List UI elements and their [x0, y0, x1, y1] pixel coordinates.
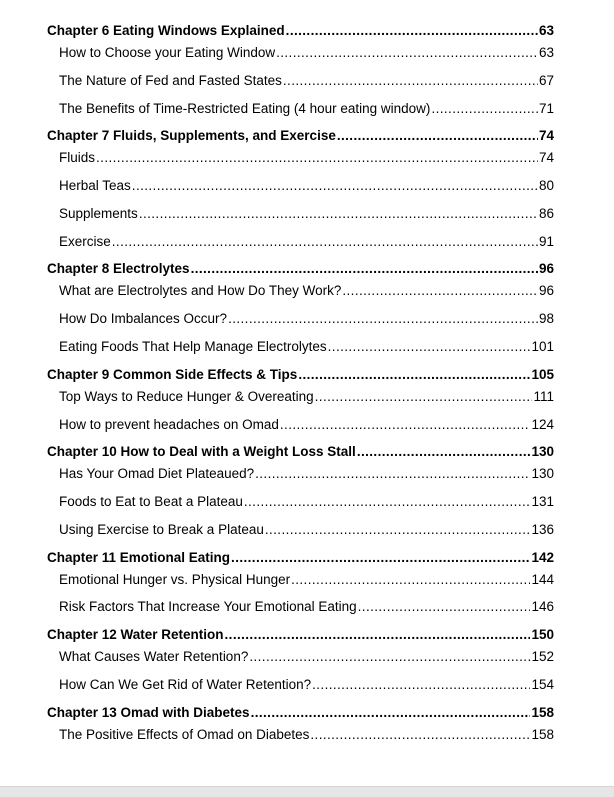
toc-entry-title: Eating Foods That Help Manage Electrolytes: [59, 339, 327, 354]
toc-entry-title: Using Exercise to Break a Plateau: [59, 522, 264, 537]
toc-entry-title: Foods to Eat to Beat a Plateau: [59, 494, 243, 509]
toc-dot-leader: [249, 648, 530, 666]
toc-page-number: 152: [531, 649, 554, 664]
toc-dot-leader: [310, 726, 530, 744]
toc-dot-leader: [228, 310, 538, 328]
toc-entry-title: Chapter 11 Emotional Eating: [47, 550, 231, 565]
toc-entry-title: Chapter 12 Water Retention: [47, 627, 224, 642]
toc-entry-title: Has Your Omad Diet Plateaued?: [59, 466, 255, 481]
toc-page-number: 131: [531, 494, 554, 509]
toc-page-number: 91: [538, 234, 554, 249]
toc-entry-title: The Benefits of Time-Restricted Eating (4 hour eating window): [59, 101, 431, 116]
toc-dot-leader: [265, 521, 531, 539]
toc-dot-leader: [112, 233, 538, 251]
toc-entry-title: Exercise: [59, 234, 111, 249]
toc-section-entry[interactable]: [59, 521, 554, 539]
toc-page-number: 154: [531, 677, 554, 692]
toc-page-number: 74: [538, 150, 554, 165]
toc-page-number: 63: [538, 45, 554, 60]
toc-entry-title: How Can We Get Rid of Water Retention?: [59, 677, 312, 692]
toc-chapter-entry[interactable]: [47, 260, 554, 278]
toc-dot-leader: [342, 282, 538, 300]
toc-dot-leader: [328, 338, 531, 356]
toc-page-number: 150: [531, 627, 554, 642]
window-bottom-edge: [0, 786, 614, 797]
toc-dot-leader: [337, 127, 538, 145]
toc-dot-leader: [280, 416, 531, 434]
toc-chapter-entry[interactable]: [47, 704, 554, 722]
toc-entry-title: Chapter 6 Eating Windows Explained: [47, 23, 285, 38]
toc-entry-title: What Causes Water Retention?: [59, 649, 249, 664]
toc-page-number: 98: [538, 311, 554, 326]
toc-section-entry[interactable]: [59, 571, 554, 589]
toc-dot-leader: [244, 493, 531, 511]
toc-entry-title: Chapter 8 Electrolytes: [47, 261, 190, 276]
toc-page-number: 142: [531, 550, 554, 565]
toc-page-number: 124: [531, 417, 554, 432]
toc-page-number: 130: [531, 466, 554, 481]
toc-chapter-entry[interactable]: [47, 22, 554, 40]
toc-entry-title: Fluids: [59, 150, 96, 165]
toc-chapter-entry[interactable]: [47, 549, 554, 567]
toc-dot-leader: [96, 149, 538, 167]
toc-dot-leader: [298, 366, 530, 384]
toc-entry-title: The Nature of Fed and Fasted States: [59, 73, 282, 88]
toc-entry-title: Risk Factors That Increase Your Emotional Eating: [59, 599, 357, 614]
toc-section-entry[interactable]: [59, 465, 554, 483]
toc-dot-leader: [315, 388, 533, 406]
toc-dot-leader: [283, 72, 538, 90]
toc-page-number: 67: [538, 73, 554, 88]
toc-entry-title: How Do Imbalances Occur?: [59, 311, 228, 326]
toc-page-number: 105: [531, 367, 554, 382]
toc-section-entry[interactable]: [59, 493, 554, 511]
toc-page-number: 71: [538, 101, 554, 116]
toc-page-number: 144: [531, 572, 554, 587]
toc-page-number: 158: [531, 727, 554, 742]
toc-page-number: 96: [538, 283, 554, 298]
toc-entry-title: Emotional Hunger vs. Physical Hunger: [59, 572, 291, 587]
toc-section-entry[interactable]: [59, 338, 554, 356]
toc-section-entry[interactable]: [59, 177, 554, 195]
toc-page-number: 111: [533, 389, 554, 404]
toc-entry-title: Top Ways to Reduce Hunger & Overeating: [59, 389, 314, 404]
toc-page-number: 146: [531, 599, 554, 614]
toc-section-entry[interactable]: [59, 100, 554, 118]
toc-page-number: 80: [538, 178, 554, 193]
toc-section-entry[interactable]: [59, 149, 554, 167]
toc-entry-title: Supplements: [59, 206, 138, 221]
toc-dot-leader: [357, 443, 531, 461]
toc-page-number: 130: [531, 444, 554, 459]
toc-page-number: 158: [531, 705, 554, 720]
toc-entry-title: How to prevent headaches on Omad: [59, 417, 279, 432]
toc-dot-leader: [231, 549, 530, 567]
toc-page-number: 101: [531, 339, 554, 354]
toc-page-number: 86: [538, 206, 554, 221]
toc-dot-leader: [286, 22, 538, 40]
toc-section-entry[interactable]: [59, 310, 554, 328]
toc-section-entry[interactable]: [59, 726, 554, 744]
toc-page-number: 63: [538, 23, 554, 38]
toc-section-entry[interactable]: [59, 416, 554, 434]
toc-entry-title: How to Choose your Eating Window: [59, 45, 276, 60]
toc-chapter-entry[interactable]: [47, 366, 554, 384]
toc-dot-leader: [276, 44, 538, 62]
toc-dot-leader: [191, 260, 538, 278]
toc-entry-title: The Positive Effects of Omad on Diabetes: [59, 727, 310, 742]
toc-section-entry[interactable]: [59, 598, 554, 616]
toc-section-entry[interactable]: [59, 388, 554, 406]
toc-dot-leader: [251, 704, 531, 722]
toc-chapter-entry[interactable]: [47, 127, 554, 145]
toc-entry-title: Chapter 7 Fluids, Supplements, and Exercise: [47, 128, 336, 143]
toc-page-number: 96: [538, 261, 554, 276]
toc-section-entry[interactable]: [59, 648, 554, 666]
toc-dot-leader: [431, 100, 538, 118]
toc-section-entry[interactable]: [59, 233, 554, 251]
toc-chapter-entry[interactable]: [47, 443, 554, 461]
toc-section-entry[interactable]: [59, 205, 554, 223]
toc-entry-title: Herbal Teas: [59, 178, 131, 193]
toc-dot-leader: [225, 626, 531, 644]
toc-entry-title: Chapter 9 Common Side Effects & Tips: [47, 367, 298, 382]
toc-section-entry[interactable]: [59, 282, 554, 300]
toc-entry-title: Chapter 13 Omad with Diabetes: [47, 705, 250, 720]
toc-dot-leader: [255, 465, 530, 483]
toc-entry-title: What are Electrolytes and How Do They Work?: [59, 283, 342, 298]
toc-page-number: 74: [538, 128, 554, 143]
toc-chapter-entry[interactable]: [47, 626, 554, 644]
toc-dot-leader: [358, 598, 531, 616]
toc-dot-leader: [312, 676, 530, 694]
toc-dot-leader: [132, 177, 538, 195]
toc-page-number: 136: [531, 522, 554, 537]
toc-section-entry[interactable]: [59, 72, 554, 90]
toc-section-entry[interactable]: [59, 676, 554, 694]
toc-entry-title: Chapter 10 How to Deal with a Weight Loss Stall: [47, 444, 356, 459]
toc-dot-leader: [139, 205, 538, 223]
toc-dot-leader: [291, 571, 530, 589]
toc-section-entry[interactable]: [59, 44, 554, 62]
